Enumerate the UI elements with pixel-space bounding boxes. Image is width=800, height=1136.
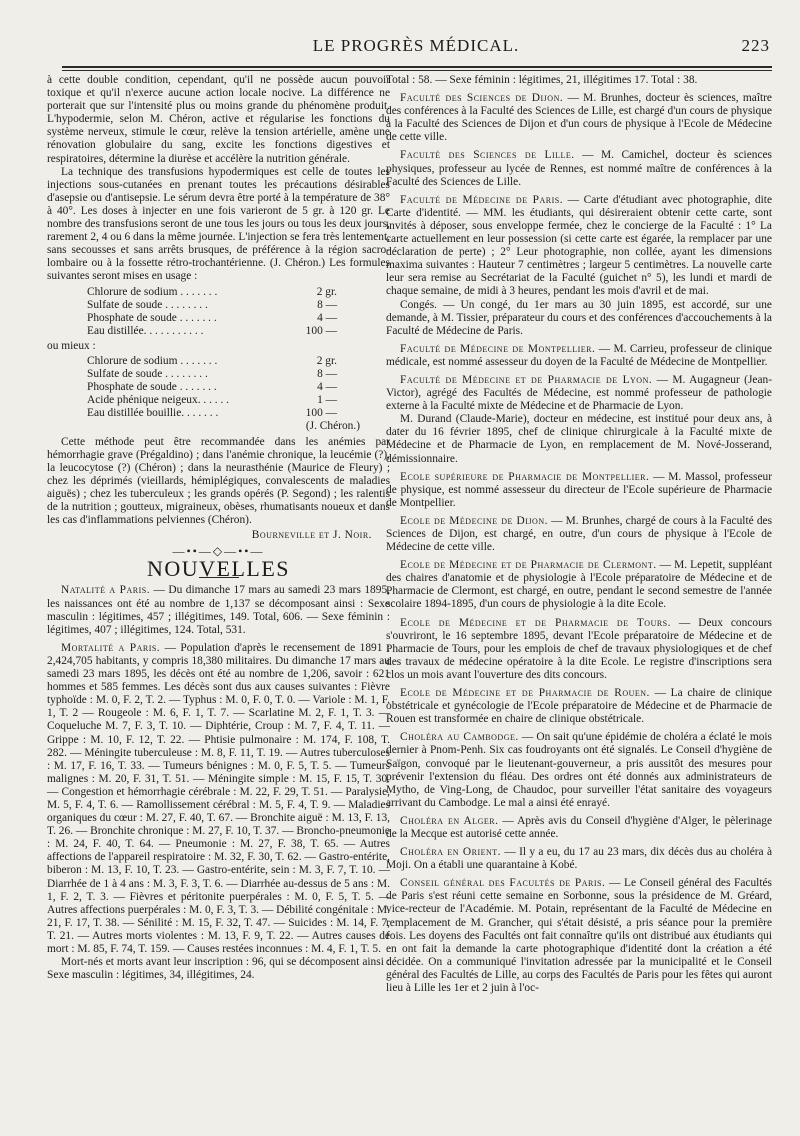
formula-1-row: Eau distillée. . . . . . . . . . . 100 — xyxy=(87,324,337,337)
news-faculte-medecine-paris: Faculté de Médecine de Paris. — Carte d'étudiant avec photographie, dite Carte d'identité. — MM. les étudiants, qui désireraient obtenir cette carte, sont invités à déposer, sous enveloppe fermée, chez le concierge de la Faculté : 1° La carte actuellement en leur possession (si cette carte est égarée, la remplacer par une déclaration de perte) ; 2° Leur photographie, non collée, ayant les dimensions maxima suivantes : Hauteur 7 centimètres ; largeur 5 centimètres. La nouvelle carte leur sera remise au Secrétariat de la Faculté (guichet n° 5), les lundi et mardi de chaque semaine, de midi à 3 heures, pendant les mois d'avril et de mai. xyxy=(386,193,773,298)
left-column xyxy=(47,74,390,982)
journal-title: LE PROGRÈS MÉDICAL. xyxy=(312,36,520,55)
news-faculte-sciences-dijon: Faculté des Sciences de Dijon. — M. Brunhes, docteur ès sciences, maître des conférences à la Faculté des Sciences de Lille, est chargé d'un cours de physique à la Faculté des Sciences de Dijon et d'un cours de physique à l'Ecole de Médecine de cette ville. xyxy=(386,92,772,144)
page-number: 223 xyxy=(741,36,770,55)
news-lyon-durand: M. Durand (Claude-Marie), docteur en médecine, est institué pour deux ans, à dater du 16 février 1895, chef de clinique chirurgicale à la Faculté mixte de Médecine et de Pharmacie de Lyon, en remplacement de M. Nové-Josserand, démissionnaire. xyxy=(386,413,772,465)
news-mort-nes: Mort-nés et morts avant leur inscription : 96, qui se décomposent ainsi : Sexe masculin : légitimes, 34, illégitimes, 24. xyxy=(47,956,390,982)
news-ecole-rouen: Ecole de Médecine et de Pharmacie de Rouen. — La chaire de clinique obstétricale et gynécologie de l'Ecole préparatoire de Médecine et de Pharmacie de Rouen est transformée en chaire de clinique obstétricale. xyxy=(386,687,772,726)
news-cholera-alger: Choléra en Alger. — Après avis du Conseil d'hygiène d'Alger, le pèlerinage de la Mecque est autorisé cette année. xyxy=(386,814,773,840)
formula-1 xyxy=(87,286,390,338)
news-total-continued: Total : 58. — Sexe féminin : légitimes, 21, illégitimes 17. Total : 38. xyxy=(386,74,698,86)
paragraph-technique: La technique des transfusions hypodermiques est celle de toutes les injections sous-cutanées en prenant toutes les précautions désirables d'asepsie ou d'antisepsie. Le sérum devra être porté à la température de 38° à 40°. Les doses à injecter en une fois varieront de 5 gr. à 120 gr. Le nombre des transfusions seront de une tous les jours ou tous les deux jours, rarement 2, 4 ou 6 dans la même journée. L'injection se fera très lentement, sans secousses et sans arrêts brusques, de préférence à la région sacro-lombaire ou à la fossette rétro-trochantérienne. (J. Chéron.) Les formules suivantes seront mises en usage : xyxy=(47,165,391,283)
header-rule xyxy=(62,66,772,71)
news-ecole-clermont: Ecole de Médecine et de Pharmacie de Clermont. — M. Lepetit, suppléant des chaires d'anatomie et de physiologie à l'Ecole préparatoire de Médecine et de Pharmacie de Clermont, est chargé, en outre, pendant le second semestre de l'année scolaire 1894-1895, d'un cours de physiologie à la dite Ecole. xyxy=(386,559,772,611)
news-mortalite: Mortalité a Paris. — Population d'après le recensement de 1891 : 2,424,705 habitants, y compris 18,380 militaires. Du dimanche 17 mars au samedi 23 mars 1895, les décès ont été au nombre de 1,206, savoir : 621 hommes et 585 femmes. Les décès sont dus aux causes suivantes : Fièvre typhoïde : M. 0, F. 2, T. 2. — Typhus : M. 0, F. 0, T. 0. — Variole : M. 1, F. 1, T. 2 — Rougeole : M. 6, F. 1, T. 7. — Scarlatine M. 2, F. 1, T. 3. — Coqueluche M. 7, F. 3, T. 10. — Diphtérie, Croup : M. 7, F. 4, T. 11. — Grippe : M. 10, F. 12, T. 22. — Phtisie pulmonaire : M. 174, F. 108, T. 282. — Méningite tuberculeuse : M. 8, F. 11, T. 19. — Autres tuberculoses : M. 17, F. 16, T. 33. — Tumeurs bénignes : M. 0, F. 5, T. 5. — Tumeurs malignes : M. 20, F. 31, T. 51. — Méningite simple : M. 15, F. 15, T. 30. — Congestion et hémorrhagie cérébrale : M. 22, F. 29, T. 51. — Paralysie, M. 5, F. 4, T. 6. — Ramollissement cérébral : M. 5, F. 4, T. 9. — Maladies organiques du cœur : M. 27, F. 40, T. 67. — Bronchite aiguë : M. 13, F. 13, T. 26. — Bronchite chronique : M. 27, F. 10, T. 37. — Broncho-pneumonie : M. 24, F. 40, T. 64. — Pneumonie : M. 27, F. 38, T. 65. — Autres affections de l'appareil respiratoire : M. 32, F. 30, T. 62. — Gastro-entérite, biberon : M. 13, F. 10, T. 23. — Gastro-entérite, sein : M. 3, F. 7, T. 10. — Diarrhée de 1 à 4 ans : M. 3, F. 3, T. 6. — Diarrhée au-dessus de 5 ans : M. 1, F. 2, T. 3. — Fièvres et péritonite puerpérales : M. 0, F. 5, T. 5. — Autres affections puerpérales : M. 0, F. 3, T. 3. — Débilité congénitale : M. 21, F. 17, T. 38. — Sénilité : M. 15, F. 32, T. 47. — Suicides : M. 14, F. 7, T. 21. — Autres morts violentes : M. 13, F. 9, T. 22. — Autres causes de mort : M. 85, F. 74, T. 159. — Causes restées inconnues : M. 4, F. 1, T. 5. xyxy=(47,641,390,955)
article-authors: Bourneville et J. Noir. xyxy=(251,529,372,542)
formula-2-row: Sulfate de soude . . . . . . . . 8 — xyxy=(87,368,337,381)
ornament-divider: —••—◇—••— xyxy=(172,544,265,559)
paragraph-hypodermie: à cette double condition, cependant, qu'il ne possède aucun pouvoir toxique et qu'il n'exerce aucune action locale nocive. La différence ne porterait que sur l'intensité plus ou moins grande du phénomène produit. L'hypodermie, selon M. Chéron, active et régularise les fonctions du système nerveux, stimule le cœur, relève la tension artérielle, amène une rénovation globulaire du sang, excite les fonctions digestives et respiratoires, détermine la diurèse et accélère la nutrition générale. xyxy=(47,74,390,165)
running-head xyxy=(62,36,770,62)
news-ecole-tours: Ecole de Médecine et de Pharmacie de Tours. — Deux concours s'ouvriront, le 16 septembre 1895, devant l'Ecole préparatoire de Médecine et de Pharmacie de Tours, pour les emplois de chef de travaux physiologiques et de chef des travaux de médecine opératoire à la dite Ecole. Le registre d'inscriptions sera clos un mois avant l'ouverture des dits concours. xyxy=(386,616,772,681)
news-natalite: Natalité a Paris. — Du dimanche 17 mars au samedi 23 mars 1895, les naissances ont été au nombre de 1,137 se décomposant ainsi : Sexe masculin : légitimes, 457 ; illégitimes, 149. Total, 606. — Sexe féminin : légitimes, 407 ; illégitimes, 124. Total, 531. xyxy=(47,584,390,636)
news-ecole-pharmacie-montpellier: Ecole supérieure de Pharmacie de Montpellier. — M. Massol, professeur de physique, est nommé assesseur du directeur de l'Ecole supérieure de Pharmacie de Montpellier. xyxy=(386,470,772,509)
formula-2 xyxy=(87,355,390,434)
ou-mieux-label: ou mieux : xyxy=(47,339,96,352)
formula-1-row: Sulfate de soude . . . . . . . . 8 — xyxy=(87,298,337,311)
news-faculte-montpellier: Faculté de Médecine de Montpellier. — M. Carrieu, professeur de clinique médicale, est nommé assesseur du doyen de la Faculté de Médecine de Montpellier. xyxy=(386,342,772,368)
paragraph-indications: Cette méthode peut être recommandée dans les anémies par hémorrhagie grave (Prégaldino) ; dans l'anémie chronique, la leucémie (?), la leucocytose (?) (Chéron) ; dans la neurasthénie (Maurice de Fleury) ; chez les déprimés (vieillards, hémiplégiques, convalescents de maladies aiguës) ; chez les tuberculeux ; les grands opérés (P. Segond) ; les ralentis de la nutrition ; goutteux, migraineux, obèses, rhumatisants noueux et dans les cas d'inflammations pelviennes (Chéron). xyxy=(47,435,390,527)
news-conseil-facultes: Conseil général des Facultés de Paris. — Le Conseil général des Facultés de Paris s'est réuni cette semaine en Sorbonne, sous la présidence de M. Gréard, vice-recteur de l'Académie. M. Potain, représentant de la Faculté de Médecine en remplacement de M. Grancher, qui s'était désisté, a pris séance pour la première fois. Les doyens des Facultés ont fait connaître qu'ils ont distribué aux étudiants qui en ont fait la demande la carte photographique d'identité dont la création a été décidée. On a communiqué l'invitation adressée par la municipalité et le Conseil général des Facultés de Lille, au corps des Facultés de Paris pour les fêtes qui auront lieu à Lille les 1er et 2 juin à l'oc- xyxy=(386,877,772,994)
formula-2-row: Eau distillée bouillie. . . . . . . 100 — xyxy=(87,407,337,420)
news-faculte-lyon: Faculté de Médecine et de Pharmacie de Lyon. — M. Augagneur (Jean-Victor), agrégé des Facultés de Médecine, est nommé professeur de pathologie externe à la Faculté mixte de Médecine et de Pharmacie de Lyon. xyxy=(386,373,772,413)
section-title-nouvelles: NOUVELLES xyxy=(146,556,291,582)
formula-2-row: Chlorure de sodium . . . . . . . 2 gr. xyxy=(87,354,337,367)
formula-2-row: Phosphate de soude . . . . . . . 4 — xyxy=(87,381,337,394)
formula-2-row: Acide phénique neigeux. . . . . . 1 — xyxy=(87,394,337,407)
formula-1-row: Phosphate de soude . . . . . . . 4 — xyxy=(87,311,337,324)
news-faculte-sciences-lille: Faculté des Sciences de Lille. — M. Camichel, docteur ès sciences physiques, professeur au lycée de Rennes, est nommé maître de conférences à la Faculté des Sciences de Lille. xyxy=(386,149,772,188)
news-cholera-orient: Choléra en Orient. — Il y a eu, du 17 au 23 mars, dix décès dus au choléra à Moji. On a établi une quarantaine à Kobé. xyxy=(386,846,773,872)
news-conges: Congés. — Un congé, du 1er mars au 30 juin 1895, est accordé, sur une demande, à M. Tissier, préparateur du cours et des conférences d'accouchements à la Faculté de Médecine de Paris. xyxy=(386,298,772,337)
formula-1-row: Chlorure de sodium . . . . . . . 2 gr. xyxy=(87,285,337,298)
right-column xyxy=(386,74,772,995)
formula-signature: (J. Chéron.) xyxy=(305,420,360,433)
news-cholera-cambodge: Choléra au Cambodge. — On sait qu'une épidémie de choléra a éclaté le mois dernier à Pnom-Penh. Six cas foudroyants ont été signalés. Le Conseil d'hygiène de Saïgon, convoqué par le lieutenant-gouverneur, a pris aussitôt des mesures pour prévenir l'extension du fléau. Des ordres ont été donnés aux administrateurs de Mytho, de Ving-Long, de Chaudoc, pour surveiller l'état sanitaire des voyageurs arrivant du Cambodge. Le mal a ainsi été enrayé. xyxy=(386,731,772,809)
news-ecole-dijon: Ecole de Médecine de Dijon. — M. Brunhes, chargé de cours à la Faculté des Sciences de Dijon, est chargé, en outre, d'un cours de physique à l'Ecole de Médecine de cette ville. xyxy=(386,514,772,554)
